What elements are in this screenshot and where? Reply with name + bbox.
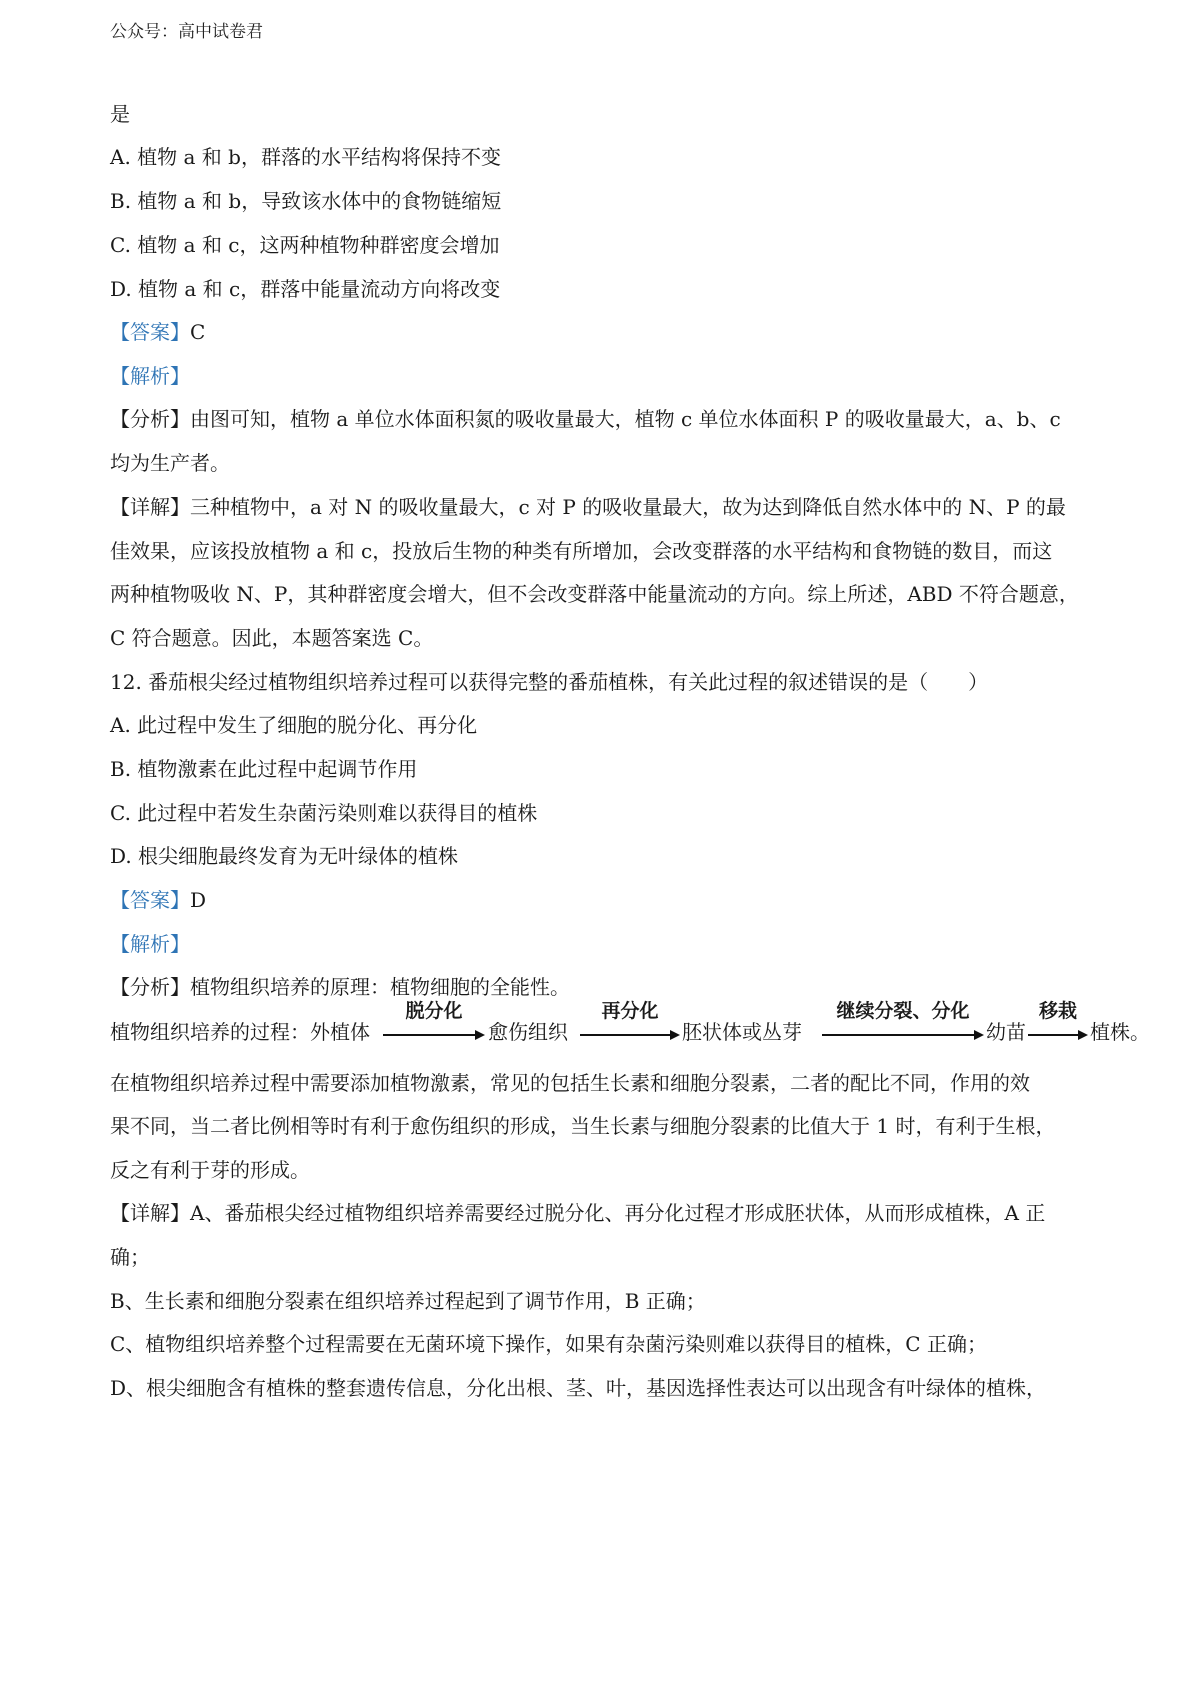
- q12-fenxi: 【分析】植物组织培养的原理：植物细胞的全能性。: [110, 975, 570, 999]
- q12-para-line-3: 反之有利于芽的形成。: [110, 1158, 310, 1182]
- q12-option-c: C. 此过程中若发生杂菌污染则难以获得目的植株: [110, 801, 538, 825]
- q11-xiangjie-line-3: 两种植物吸收 N、P，其种群密度会增大，但不会改变群落中能量流动的方向。综上所述，ABD 不符合题意，: [110, 582, 1079, 606]
- q12-answer: [110, 886, 206, 914]
- answer-tag: 【答案】: [110, 888, 190, 912]
- flow-suffix: 植株。: [1090, 1020, 1150, 1044]
- q12-option-a: A. 此过程中发生了细胞的脱分化、再分化: [110, 713, 478, 737]
- q11-option-a: A. 植物 a 和 b，群落的水平结构将保持不变: [110, 145, 501, 169]
- flow-arrow-label: 再分化: [601, 1000, 659, 1022]
- q11-fenxi-line-2: 均为生产者。: [110, 451, 230, 475]
- q11-option-c: C. 植物 a 和 c，这两种植物种群密度会增加: [110, 233, 500, 257]
- flow-prefix: 植物组织培养的过程：外植体: [110, 1020, 370, 1044]
- q12-xiangjie-line-5: D、根尖细胞含有植株的整套遗传信息，分化出根、茎、叶，基因选择性表达可以出现含有叶绿体的植株，: [110, 1376, 1047, 1400]
- q12-option-d: D. 根尖细胞最终发育为无叶绿体的植株: [110, 844, 459, 868]
- arrow-right-icon: [822, 1028, 984, 1042]
- answer-value: D: [190, 888, 207, 912]
- flow-arrow-division: [822, 1000, 984, 1046]
- flow-arrow-dedifferentiation: [383, 1000, 485, 1046]
- q11-fenxi-line-1: 【分析】由图可知，植物 a 单位水体面积氮的吸收量最大，植物 c 单位水体面积 P 的吸收量最大，a、b、c: [110, 407, 1061, 431]
- q12-para-line-1: 在植物组织培养过程中需要添加植物激素，常见的包括生长素和细胞分裂素，二者的配比不同，作用的效: [110, 1071, 1030, 1095]
- arrow-right-icon: [1028, 1028, 1088, 1042]
- q12-xiangjie-line-4: C、植物组织培养整个过程需要在无菌环境下操作，如果有杂菌污染则难以获得目的植株，C 正确；: [110, 1332, 987, 1356]
- q11-analysis-tag: 【解析】: [110, 364, 190, 388]
- flow-arrow-transplant: [1028, 1000, 1088, 1046]
- q12-xiangjie-line-2: 确；: [110, 1245, 150, 1269]
- q11-xiangjie-line-4: C 符合题意。因此，本题答案选 C。: [110, 626, 434, 650]
- flow-arrow-label: 移栽: [1038, 1000, 1077, 1022]
- q12-xiangjie-line-1: 【详解】A、番茄根尖经过植物组织培养需要经过脱分化、再分化过程才形成胚状体，从而形成植株，A 正: [110, 1201, 1046, 1225]
- page-header: 公众号：高中试卷君: [110, 22, 263, 42]
- flow-arrow-label: 脱分化: [405, 1000, 463, 1022]
- q11-option-d: D. 植物 a 和 c，群落中能量流动方向将改变: [110, 277, 501, 301]
- flow-arrow-label: 继续分裂、分化: [836, 1000, 970, 1022]
- answer-value: C: [190, 320, 206, 344]
- q11-xiangjie-line-2: 佳效果，应该投放植物 a 和 c，投放后生物的种类有所增加，会改变群落的水平结构和食物链的数目，而这: [110, 539, 1053, 563]
- q11-stem-tail: 是: [110, 102, 130, 126]
- flow-arrow-redifferentiation: [580, 1000, 680, 1046]
- q11-answer: [110, 318, 205, 346]
- q12-para-line-2: 果不同，当二者比例相等时有利于愈伤组织的形成，当生长素与细胞分裂素的比值大于 1 时，有利于生根，: [110, 1114, 1056, 1138]
- q12-option-b: B. 植物激素在此过程中起调节作用: [110, 757, 418, 781]
- q11-xiangjie-line-1: 【详解】三种植物中，a 对 N 的吸收量最大，c 对 P 的吸收量最大，故为达到降低自然水体中的 N、P 的最: [110, 495, 1066, 519]
- arrow-right-icon: [383, 1028, 485, 1042]
- flow-stage-seedling: 幼苗: [986, 1020, 1026, 1044]
- q11-option-b: B. 植物 a 和 b，导致该水体中的食物链缩短: [110, 189, 502, 213]
- flow-stage-callus: 愈伤组织: [488, 1020, 568, 1044]
- q12-analysis-tag: 【解析】: [110, 932, 190, 956]
- tissue-culture-flow: [110, 1000, 1150, 1048]
- arrow-right-icon: [580, 1028, 680, 1042]
- answer-tag: 【答案】: [110, 320, 190, 344]
- q12-stem: 12. 番茄根尖经过植物组织培养过程可以获得完整的番茄植株，有关此过程的叙述错误的是（ ）: [110, 670, 989, 694]
- q12-xiangjie-line-3: B、生长素和细胞分裂素在组织培养过程起到了调节作用，B 正确；: [110, 1289, 706, 1313]
- flow-stage-embryoid: 胚状体或丛芽: [682, 1020, 802, 1044]
